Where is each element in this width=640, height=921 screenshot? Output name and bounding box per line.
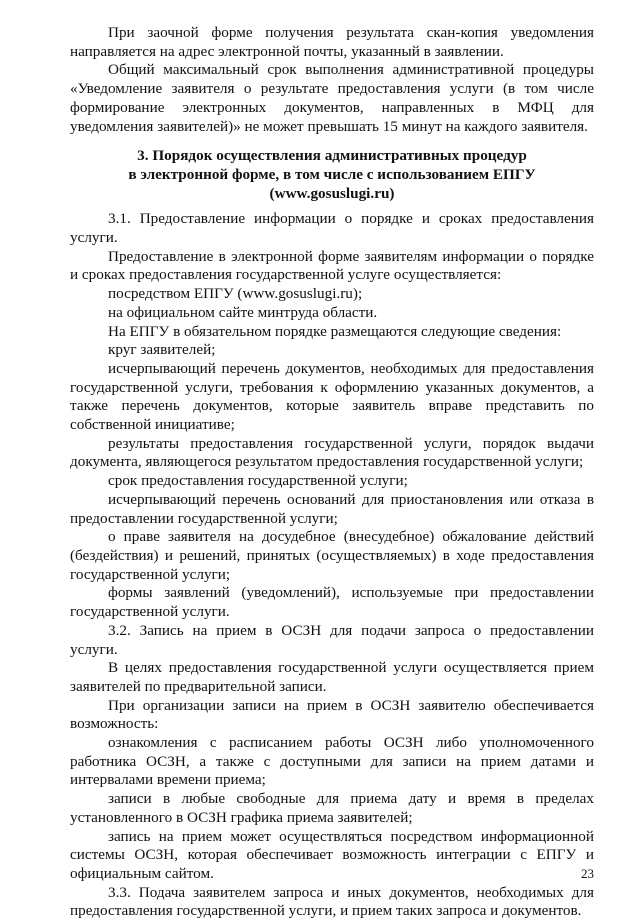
list-item-official-site: на официальном сайте минтруда области. [108, 303, 378, 321]
paragraph-epgu-info: На ЕПГУ в обязательном порядке размещаются следующие сведения: [108, 322, 562, 340]
list-item-forms: формы заявлений (уведомлений), используемые при предоставлении государственной услуги. [70, 584, 594, 621]
page-body [70, 24, 594, 921]
list-item-term: срок предоставления государственной услуги; [108, 472, 408, 490]
section-heading [70, 147, 594, 203]
section-heading-line-3: (www.gosuslugi.ru) [269, 184, 395, 202]
section-heading-line-1: 3. Порядок осуществления административных процедур [137, 147, 527, 165]
paragraph-3-1-heading: 3.1. Предоставление информации о порядке и сроках предоставления услуги. [70, 210, 594, 247]
list-item-info-system: запись на прием может осуществляться посредством информационной системы ОСЗН, которая обеспечивает возможность интеграции с ЕПГУ и официальным сайтом. [70, 827, 594, 882]
paragraph-intro-2: Общий максимальный срок выполнения административной процедуры «Уведомление заявителя о результате предоставления услуги (в том числе формирование электронных документов, направленных в МФЦ для уведомления заявителей)» не может превышать 15 минут на каждого заявителя. [70, 61, 594, 135]
paragraph-intro-1: При заочной форме получения результата скан-копия уведомления направляется на адрес электронной почты, указанный в заявлении. [70, 24, 594, 60]
list-item-results: результаты предоставления государственной услуги, порядок выдачи документа, являющегося результатом предоставления государственной услуги; [70, 434, 594, 471]
list-item-schedule: ознакомления с расписанием работы ОСЗН либо уполномоченного работника ОСЗН, а также с доступными для записи на прием датами и интервалами времени приема; [70, 734, 594, 789]
list-item-applicants: круг заявителей; [108, 341, 216, 359]
paragraph-3-2-heading: 3.2. Запись на прием в ОСЗН для подачи запроса о предоставлении услуги. [70, 621, 594, 658]
paragraph-appointment: В целях предоставления государственной услуги осуществляется прием заявителей по предварительной записи. [70, 659, 594, 695]
list-item-free-slots: записи в любые свободные для приема дату и время в пределах установленного в ОСЗН графика приема заявителей; [70, 790, 594, 826]
list-item-refusal-grounds: исчерпывающий перечень оснований для приостановления или отказа в предоставлении государственной услуги; [70, 490, 594, 527]
list-item-epgu: посредством ЕПГУ (www.gosuslugi.ru); [108, 285, 363, 303]
list-item-documents: исчерпывающий перечень документов, необходимых для предоставления государственной услуги, требования к оформлению указанных документов, а также перечень документов, которые заявитель вправе представить по собственной инициативе; [70, 359, 594, 434]
list-item-appeal-right: о праве заявителя на досудебное (внесудебное) обжалование действий (бездействия) и решений, принятых (осуществляемых) в ходе предоставления государственной услуги; [70, 528, 594, 583]
paragraph-info-intro: Предоставление в электронной форме заявителям информации о порядке и сроках предоставления государственной услуге осуществляется: [70, 247, 594, 284]
paragraph-3-3-heading: 3.3. Подача заявителем запроса и иных документов, необходимых для предоставления государственной услуги, и прием таких запроса и документов. [70, 883, 594, 920]
page-number: 23 [581, 866, 594, 881]
section-heading-line-2: в электронной форме, в том числе с использованием ЕПГУ [128, 165, 536, 183]
paragraph-appointment-options: При организации записи на прием в ОСЗН заявителю обеспечивается возможность: [70, 696, 594, 733]
